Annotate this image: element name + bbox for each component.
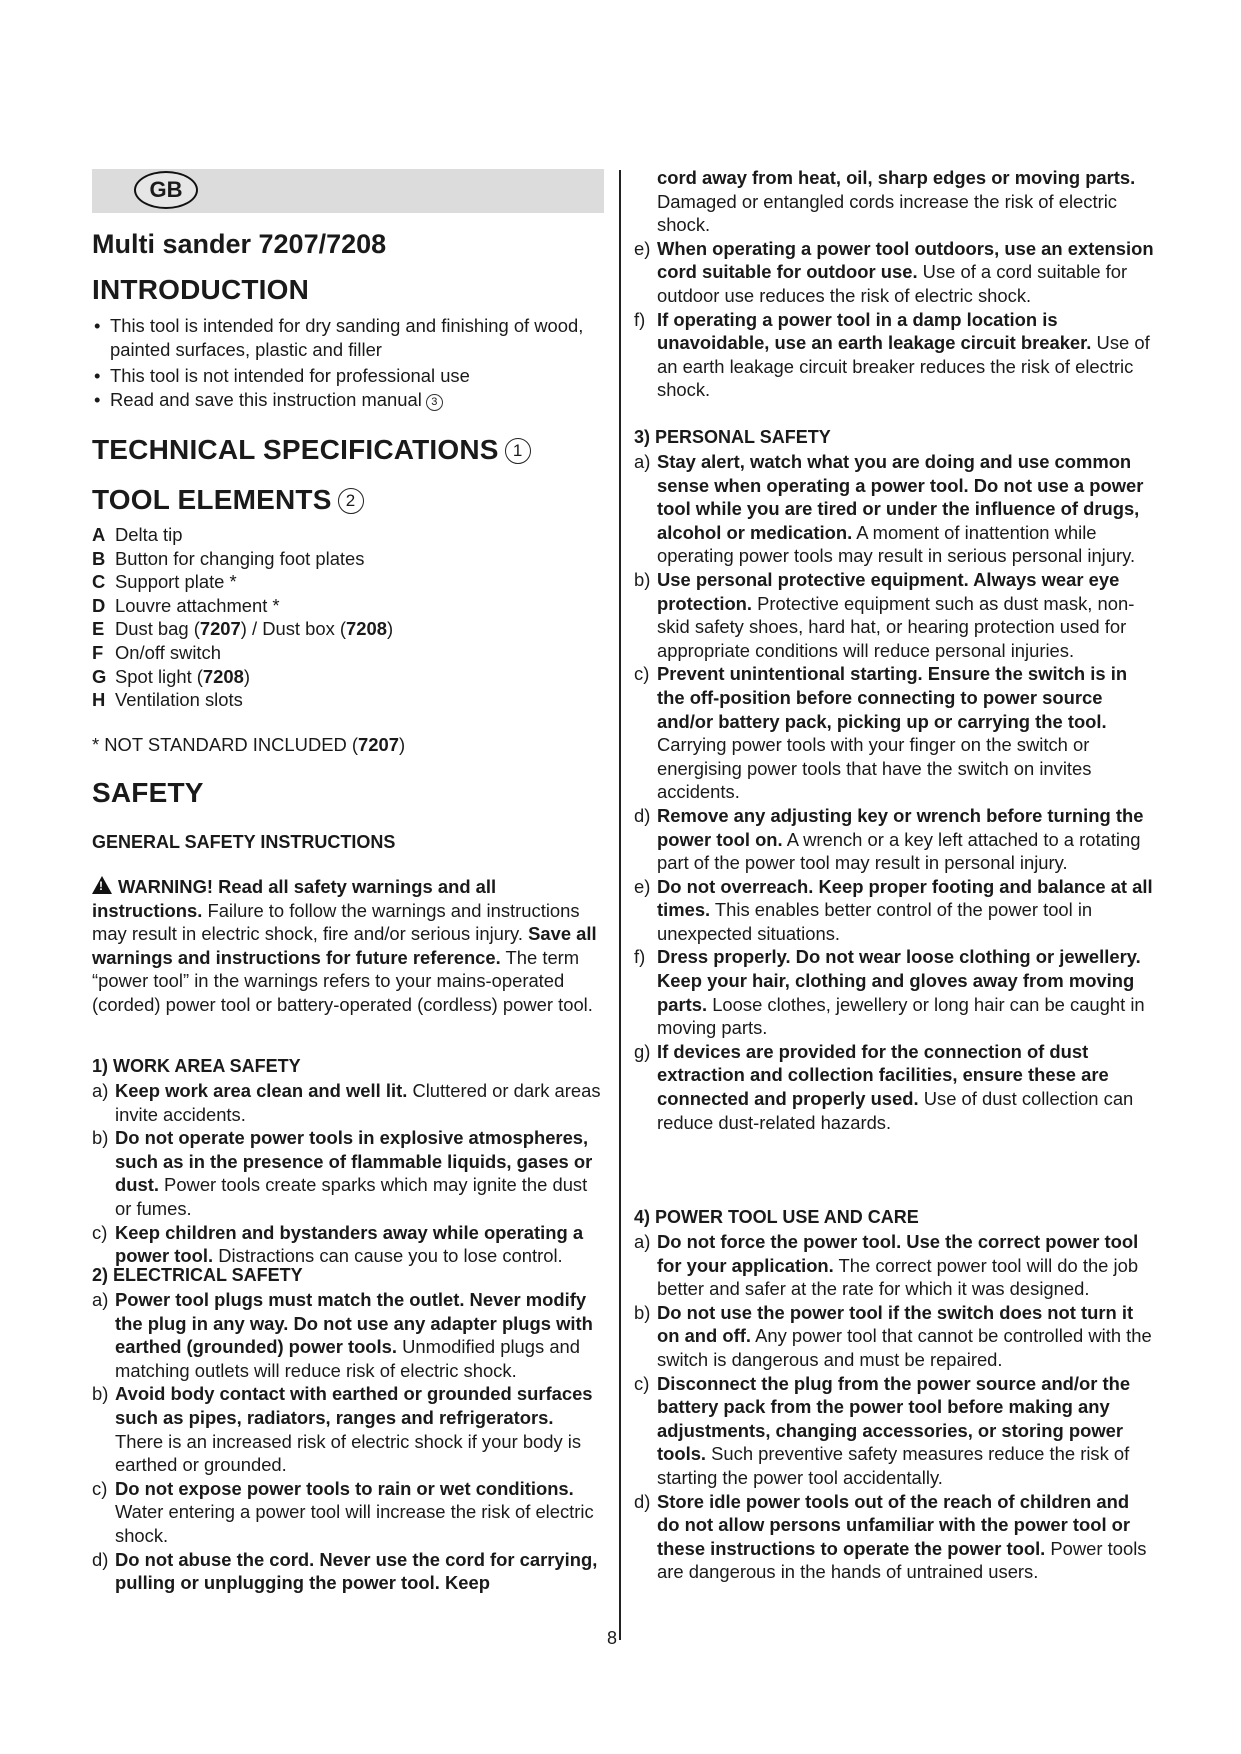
list-item: G Spot light (7208) <box>92 665 250 687</box>
work-area-list <box>92 1079 606 1268</box>
list-item: d) Store idle power tools out of the reach of children and do not allow persons unfamiliar with the power tool or these instructions to operate the power tool. Power tools are dangerous in the hands of untrained users. <box>634 1490 1147 1583</box>
list-item: c) Keep children and bystanders away while operating a power tool. Distractions can cause you to lose control. <box>92 1221 584 1267</box>
figure-ref-2: 2 <box>338 488 364 514</box>
list-item: d) Do not abuse the cord. Never use the cord for carrying, pulling or unplugging the power tool. Keep <box>92 1548 598 1594</box>
column-divider <box>619 170 621 1640</box>
list-item: b) Do not use the power tool if the switch does not turn it on and off. Any power tool that cannot be controlled with the switch is dangerous and must be repaired. <box>634 1301 1152 1370</box>
electrical-list <box>92 1288 606 1595</box>
list-item: e) Do not overreach. Keep proper footing and balance at all times. This enables better control of the power tool in unexpected situations. <box>634 875 1153 944</box>
list-item: a) Stay alert, watch what you are doing and use common sense when operating a power tool. Do not use a power tool while you are tired or under the influence of drugs, alcohol or medication. A moment of inattention while operating power tools may result in serious personal injury. <box>634 451 1144 567</box>
list-item: B Button for changing foot plates <box>92 547 365 569</box>
not-standard-footnote: * NOT STANDARD INCLUDED (7207) <box>92 734 406 755</box>
work-area-heading: 1) WORK AREA SAFETY <box>92 1056 301 1076</box>
tool-use-list <box>634 1230 1154 1584</box>
list-item: C Support plate * <box>92 571 237 593</box>
introduction-heading: INTRODUCTION <box>92 274 310 305</box>
tool-use-heading: 4) POWER TOOL USE AND CARE <box>634 1207 919 1227</box>
tool-elements-list <box>92 523 606 712</box>
list-item: a) Do not force the power tool. Use the correct power tool for your application. The correct power tool will do the job better and safer at the rate for which it was designed. <box>634 1231 1139 1300</box>
list-item: e) When operating a power tool outdoors, use an extension cord suitable for outdoor use. Use of a cord suitable for outdoor use reduces the risk of electric shock. <box>634 237 1154 306</box>
intro-list <box>92 314 606 411</box>
list-item: b) Use personal protective equipment. Always wear eye protection. Protective equipment such as dust mask, non-skid safety shoes, hard hat, or hearing protection used for appropriate conditions will reduce personal injuries. <box>634 568 1135 661</box>
page-number: 8 <box>607 1628 618 1648</box>
list-item: D Louvre attachment * <box>92 594 280 616</box>
list-item: a) Keep work area clean and well lit. Cluttered or dark areas invite accidents. <box>92 1080 601 1125</box>
electrical-heading: 2) ELECTRICAL SAFETY <box>92 1265 303 1285</box>
personal-safety-heading: 3) PERSONAL SAFETY <box>634 427 831 447</box>
tech-spec-heading: TECHNICAL SPECIFICATIONS 1 <box>92 434 531 466</box>
list-item: c) Disconnect the plug from the power source and/or the battery pack from the power tool before making any adjustments, changing accessories, or storing power tools. Such preventive safety measures reduce the risk of starting the power tool accidentally. <box>634 1372 1131 1488</box>
list-item: • Read and save this instruction manual 3 <box>92 388 606 412</box>
tool-elements-heading: TOOL ELEMENTS 2 <box>92 484 364 516</box>
list-item: g) If devices are provided for the connection of dust extraction and collection facilities, ensure these are connected and properly used. Use of dust collection can reduce dust-related hazards. <box>634 1040 1134 1133</box>
list-item: F On/off switch <box>92 641 221 663</box>
list-item: E Dust bag (7207) / Dust box (7208) <box>92 618 394 640</box>
safety-heading: SAFETY <box>92 777 204 808</box>
language-bar <box>92 169 604 213</box>
list-item: A Delta tip <box>92 524 183 545</box>
list-item: • This tool is intended for dry sanding and finishing of wood, painted surfaces, plastic and filler <box>92 314 606 361</box>
general-safety-heading: GENERAL SAFETY INSTRUCTIONS <box>92 832 396 852</box>
list-item: f) Dress properly. Do not wear loose clothing or jewellery. Keep your hair, clothing and gloves away from moving parts. Loose clothes, jewellery or long hair can be caught in moving parts. <box>634 946 1145 1039</box>
list-item: b) Avoid body contact with earthed or grounded surfaces such as pipes, radiators, ranges and refrigerators. There is an increased risk of electric shock if your body is earthed or grounded. <box>92 1383 593 1476</box>
list-item: b) Do not operate power tools in explosive atmospheres, such as in the presence of flammable liquids, gases or dust. Power tools create sparks which may ignite the dust or fumes. <box>92 1127 593 1219</box>
list-item: f) If operating a power tool in a damp location is unavoidable, use an earth leakage circuit breaker. Use of an earth leakage circuit breaker reduces the risk of electric shock. <box>634 308 1150 401</box>
warning-paragraph: !WARNING! Read all safety warnings and all instructions. Failure to follow the warnings and instructions may result in electric shock, fire and/or serious injury. Save all warnings and instructions for future reference. The term “power tool” in the warnings refers to your mains-operated (corded) power tool or battery-operated (cordless) power tool. <box>92 875 606 1017</box>
language-badge: GB <box>134 171 198 209</box>
list-item: c) Prevent unintentional starting. Ensure the switch is in the off-position before connecting to power source and/or battery pack, picking up or carrying the tool. Carrying power tools with your finger on the switch or energising power tools that have the switch on invites accidents. <box>634 663 1128 803</box>
list-item: • This tool is not intended for professional use <box>92 364 606 388</box>
list-item: cord away from heat, oil, sharp edges or moving parts. Damaged or entangled cords increase the risk of electric shock. <box>657 167 1136 236</box>
model-title: Multi sander 7207/7208 <box>92 229 387 259</box>
list-item: a) Power tool plugs must match the outlet. Never modify the plug in any way. Do not use any adapter plugs with earthed (grounded) power tools. Unmodified plugs and matching outlets will reduce risk of electric shock. <box>92 1289 593 1381</box>
personal-safety-list <box>634 450 1154 1134</box>
list-item: H Ventilation slots <box>92 689 243 711</box>
electrical-list-continued <box>634 166 1154 402</box>
list-item: d) Remove any adjusting key or wrench before turning the power tool on. A wrench or a key left attached to a rotating part of the power tool may result in personal injury. <box>634 804 1144 874</box>
list-item: c) Do not expose power tools to rain or wet conditions. Water entering a power tool will increase the risk of electric shock. <box>92 1477 594 1546</box>
figure-ref-1: 1 <box>505 438 531 464</box>
figure-ref-3: 3 <box>426 394 443 411</box>
warning-icon <box>92 876 112 894</box>
